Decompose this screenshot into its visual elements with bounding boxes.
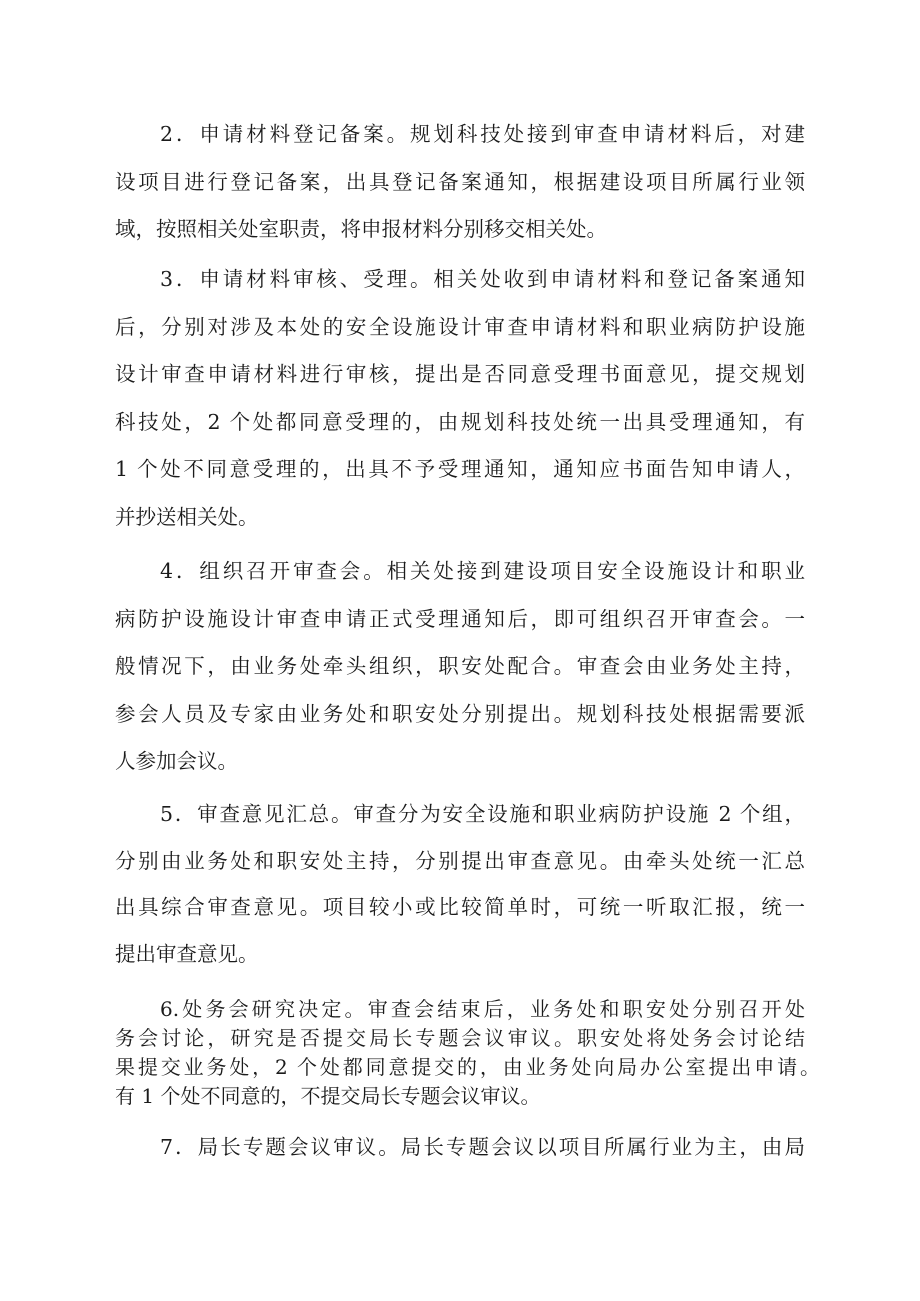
paragraph-5-line-4: 提出审查意见。 xyxy=(115,942,259,967)
paragraph-2-line-1: 2．申请材料登记备案。规划科技处接到审查申请材料后，对建 xyxy=(160,122,805,146)
paragraph-2-line-2: 设项目进行登记备案，出具登记备案通知，根据建设项目所属行业领 xyxy=(115,169,805,194)
paragraph-2 xyxy=(115,111,805,254)
paragraph-5-line-3: 出具综合审查意见。项目较小或比较简单时，可统一听取汇报，统一 xyxy=(115,895,805,920)
paragraph-5 xyxy=(115,791,805,978)
paragraph-5-line-2: 分别由业务处和职安处主持，分别提出审查意见。由牵头处统一汇总 xyxy=(115,848,805,873)
paragraph-5-line-1: 5．审查意见汇总。审查分为安全设施和职业病防护设施 2 个组， xyxy=(160,802,805,826)
paragraph-6-line-2: 务会讨论，研究是否提交局长专题会议审议。职安处将处务会讨论结 xyxy=(115,1026,805,1050)
paragraph-3-line-5: 1 个处不同意受理的，出具不予受理通知，通知应书面告知申请人， xyxy=(115,457,805,482)
paragraph-6-line-4: 有 1 个处不同意的，不提交局长专题会议审议。 xyxy=(115,1084,541,1108)
paragraph-3 xyxy=(115,256,805,542)
paragraph-6-line-1: 6.处务会研究决定。审查会结束后，业务处和职安处分别召开处 xyxy=(160,997,805,1021)
paragraph-4-line-3: 般情况下，由业务处牵头组织，职安处配合。审查会由业务处主持， xyxy=(115,654,805,678)
paragraph-7 xyxy=(115,1124,805,1172)
paragraph-6 xyxy=(115,995,820,1111)
paragraph-2-line-3: 域，按照相关处室职责，将申报材料分别移交相关处。 xyxy=(115,217,607,241)
paragraph-4-line-5: 人参加会议。 xyxy=(115,749,238,773)
paragraph-3-line-1: 3．申请材料审核、受理。相关处收到申请材料和登记备案通知 xyxy=(160,267,805,291)
paragraph-3-line-6: 并抄送相关处。 xyxy=(115,504,259,529)
paragraph-4-line-2: 病防护设施设计审查申请正式受理通知后，即可组织召开审查会。一 xyxy=(115,606,805,631)
paragraph-4-line-4: 参会人员及专家由业务处和职安处分别提出。规划科技处根据需要派 xyxy=(115,701,805,726)
paragraph-3-line-4: 科技处，2 个处都同意受理的，由规划科技处统一出具受理通知，有 xyxy=(115,409,805,434)
paragraph-7-line-1: 7．局长专题会议审议。局长专题会议以项目所属行业为主，由局 xyxy=(160,1135,805,1159)
paragraph-3-line-2: 后，分别对涉及本处的安全设施设计审查申请材料和职业病防护设施 xyxy=(115,314,805,339)
paragraph-6-line-3: 果提交业务处，2 个处都同意提交的，由业务处向局办公室提出申请。 xyxy=(115,1055,820,1079)
paragraph-4 xyxy=(115,548,805,786)
paragraph-4-line-1: 4．组织召开审查会。相关处接到建设项目安全设施设计和职业 xyxy=(160,559,805,583)
paragraph-3-line-3: 设计审查申请材料进行审核，提出是否同意受理书面意见，提交规划 xyxy=(115,362,805,387)
